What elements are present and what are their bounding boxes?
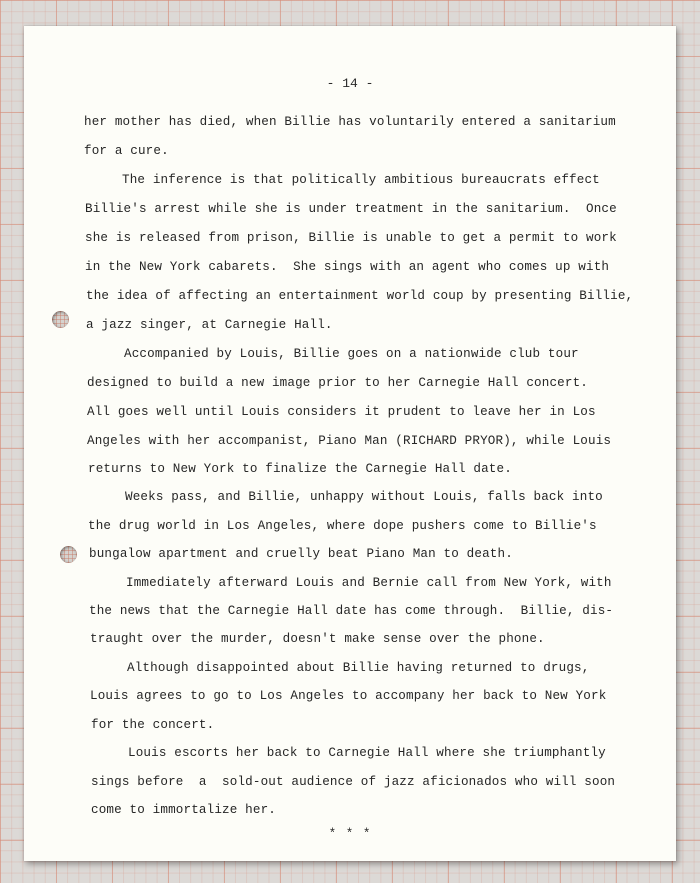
text-line-4: Billie's arrest while she is under treatment in the sanitarium. Once bbox=[85, 202, 617, 216]
text-line-8: a jazz singer, at Carnegie Hall. bbox=[86, 318, 333, 332]
punch-hole-top bbox=[52, 311, 69, 328]
text-line-1: her mother has died, when Billie has voluntarily entered a sanitarium bbox=[84, 115, 616, 129]
text-line-24: sings before a sold-out audience of jazz aficionados who will soon bbox=[91, 775, 616, 789]
text-line-23: Louis escorts her back to Carnegie Hall where she triumphantly bbox=[128, 746, 606, 760]
text-line-9: Accompanied by Louis, Billie goes on a nationwide club tour bbox=[124, 347, 579, 361]
text-line-16: bungalow apartment and cruelly beat Piano Man to death. bbox=[89, 547, 513, 561]
document-page bbox=[24, 26, 676, 861]
section-end-mark: * * * bbox=[328, 827, 372, 841]
text-line-12: Angeles with her accompanist, Piano Man (RICHARD PRYOR), while Louis bbox=[87, 434, 612, 448]
text-line-19: traught over the murder, doesn't make sense over the phone. bbox=[90, 632, 545, 646]
text-line-15: the drug world in Los Angeles, where dope pushers come to Billie's bbox=[88, 519, 597, 533]
text-line-14: Weeks pass, and Billie, unhappy without Louis, falls back into bbox=[125, 490, 603, 504]
text-line-11: All goes well until Louis considers it prudent to leave her in Los bbox=[87, 405, 596, 419]
text-line-20: Although disappointed about Billie having returned to drugs, bbox=[127, 661, 590, 675]
text-line-25: come to immortalize her. bbox=[91, 803, 276, 817]
page-number: - 14 - bbox=[326, 76, 374, 91]
punch-hole-bottom bbox=[60, 546, 77, 563]
text-line-2: for a cure. bbox=[84, 144, 169, 158]
text-line-6: in the New York cabarets. She sings with an agent who comes up with bbox=[85, 260, 610, 274]
text-line-3: The inference is that politically ambitious bureaucrats effect bbox=[122, 173, 600, 187]
text-line-5: she is released from prison, Billie is unable to get a permit to work bbox=[85, 231, 617, 245]
text-line-7: the idea of affecting an entertainment world coup by presenting Billie, bbox=[86, 289, 634, 303]
text-line-17: Immediately afterward Louis and Bernie call from New York, with bbox=[126, 576, 612, 590]
text-line-13: returns to New York to finalize the Carnegie Hall date. bbox=[88, 462, 512, 476]
text-line-21: Louis agrees to go to Los Angeles to accompany her back to New York bbox=[90, 689, 607, 703]
text-line-22: for the concert. bbox=[91, 718, 215, 732]
text-line-18: the news that the Carnegie Hall date has come through. Billie, dis- bbox=[89, 604, 614, 618]
text-line-10: designed to build a new image prior to her Carnegie Hall concert. bbox=[87, 376, 588, 390]
